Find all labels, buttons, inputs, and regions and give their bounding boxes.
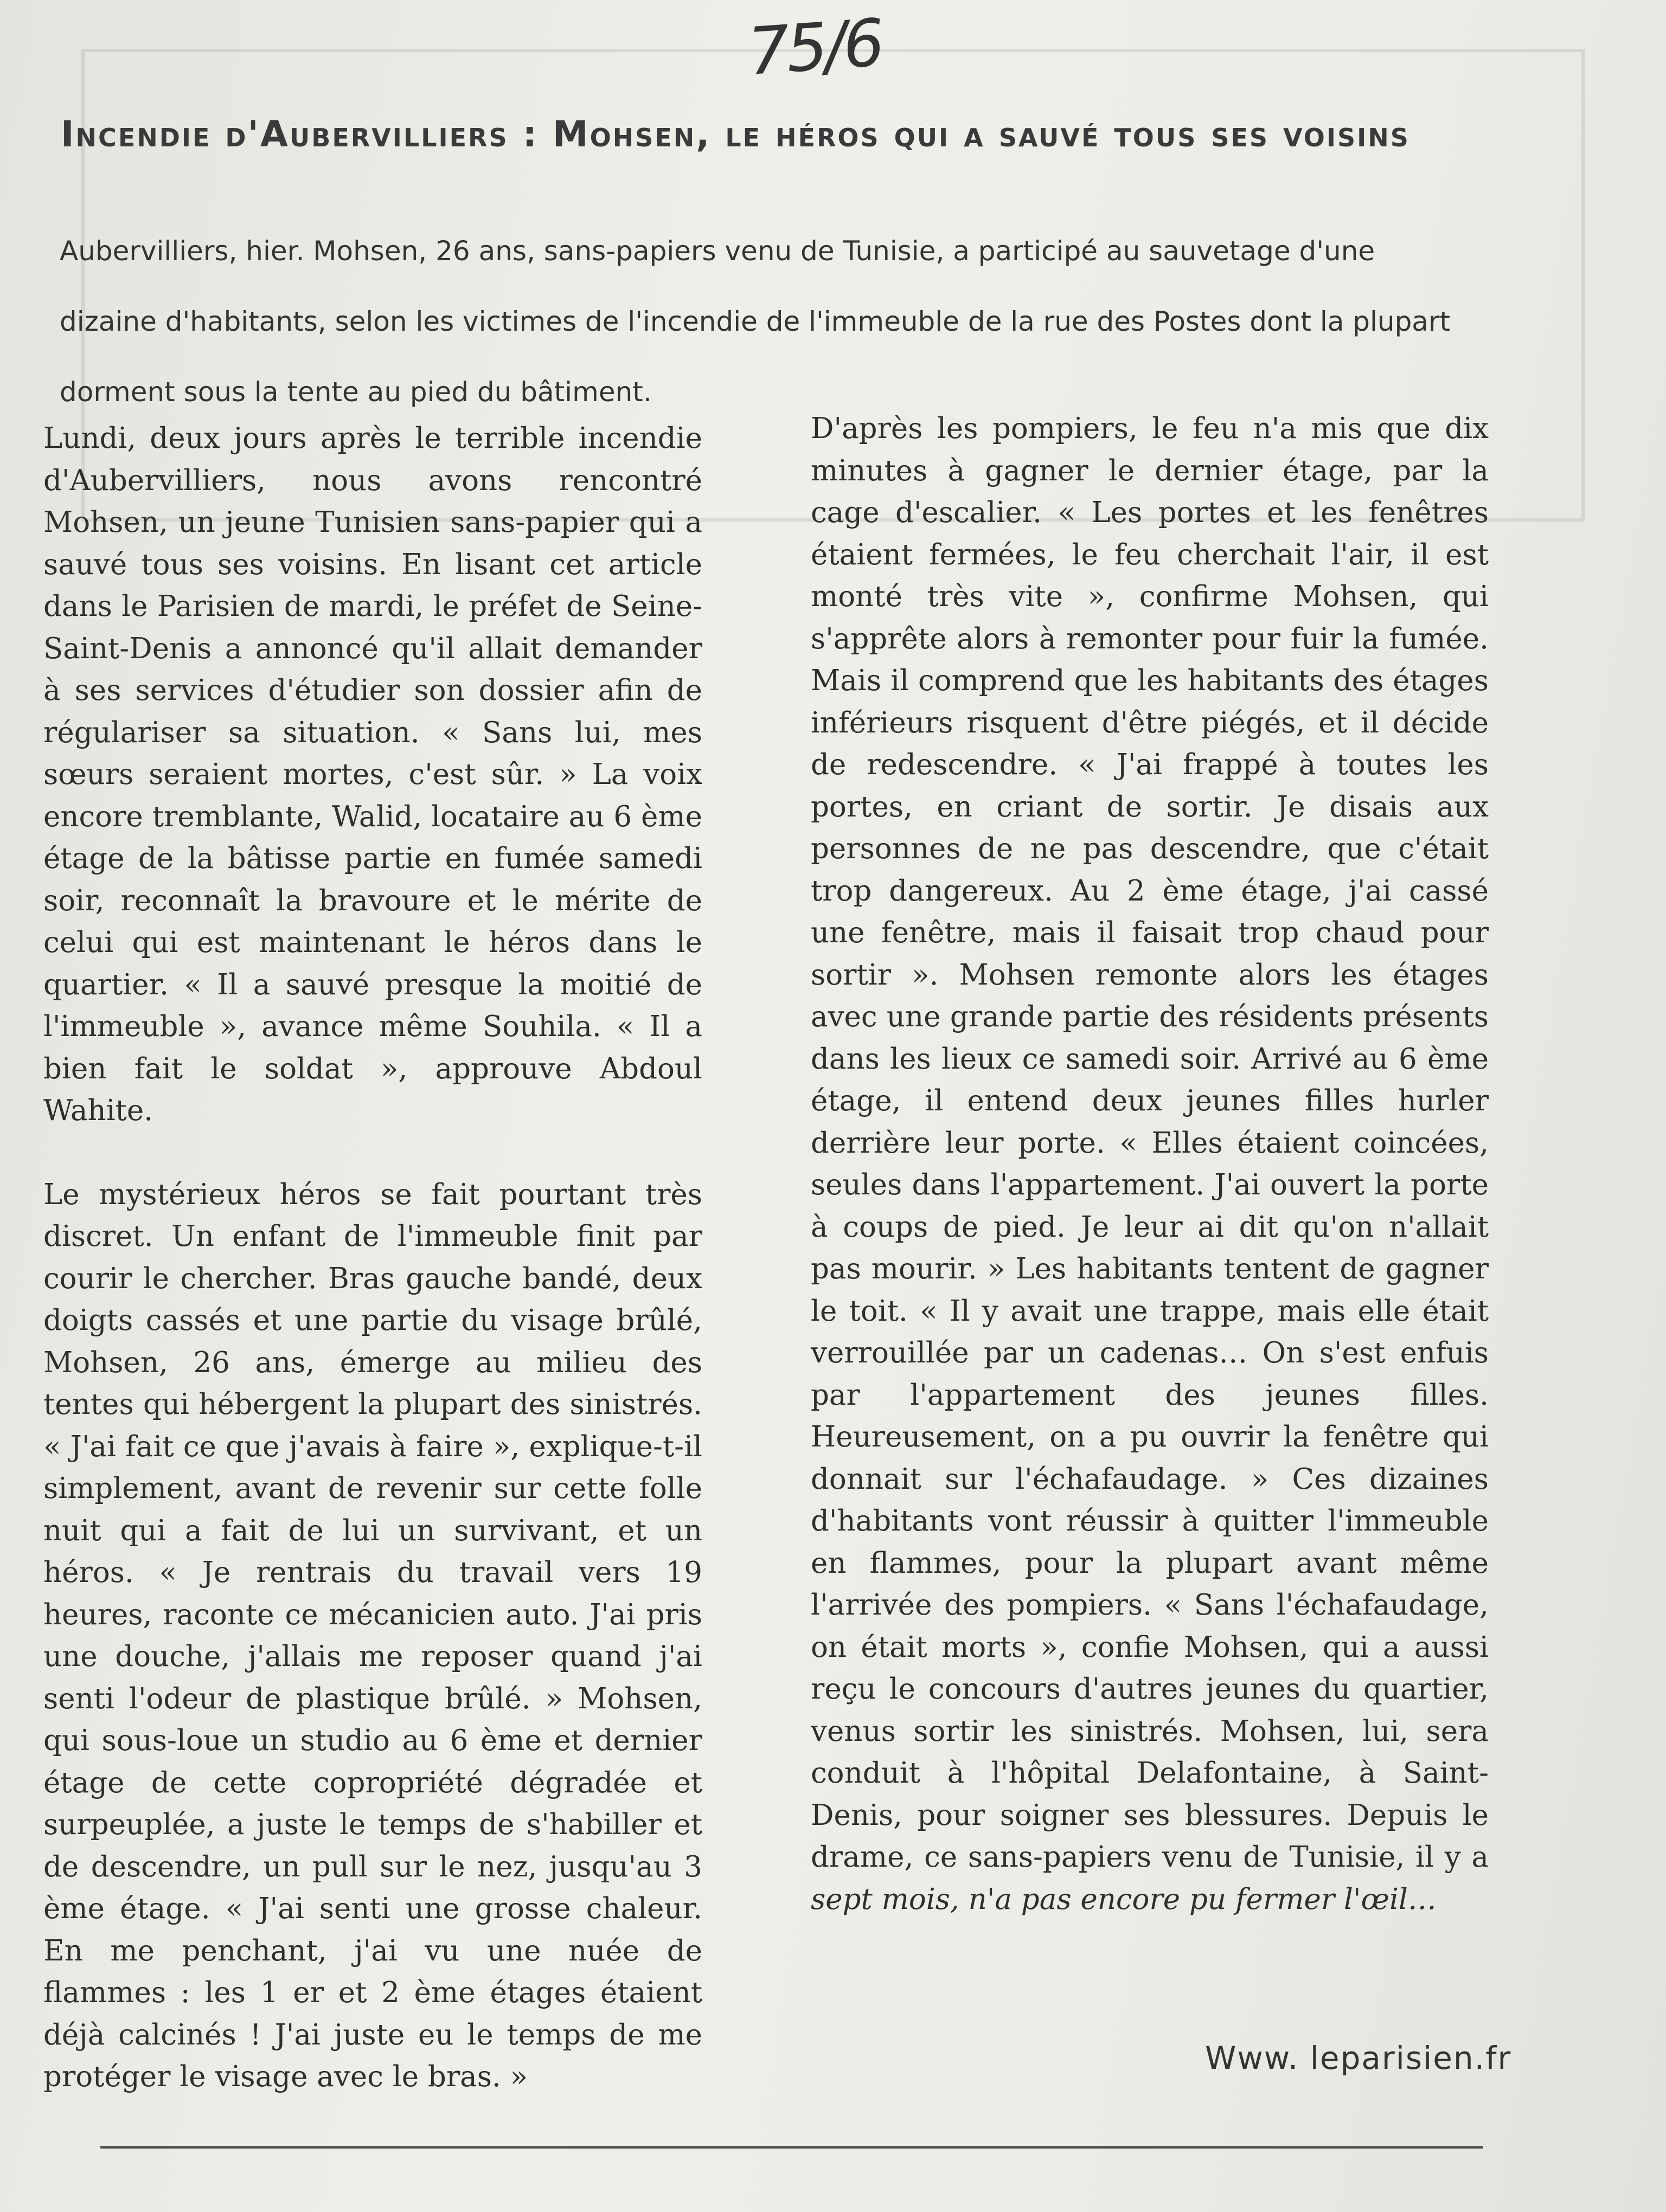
source-credit: Www. leparisien.fr xyxy=(1205,2040,1512,2076)
right-closing-italic: sept mois, n'a pas encore pu fermer l'œil… xyxy=(811,1882,1437,1916)
right-paragraph-1 xyxy=(811,408,1489,1920)
bottom-rule xyxy=(100,2146,1483,2149)
left-paragraph-1: Lundi, deux jours après le terrible incendie d'Aubervilliers, nous avons rencontré Mohsen, un jeune Tunisien sans-papier qui a sauvé tous ses voisins. En lisant cet article dans le Parisien de mardi, le préfet de Seine-Saint-Denis a annoncé qu'il allait demander à ses services d'étudier son dossier afin de régulariser sa situation. « Sans lui, mes sœurs seraient mortes, c'est sûr. » La voix encore tremblante, Walid, locataire au 6 ème étage de la bâtisse partie en fumée samedi soir, reconnaît la bravoure et le mérite de celui qui est maintenant le héros dans le quartier. « Il a sauvé presque la moitié de l'immeuble », avance même Souhila. « Il a bien fait le soldat », approuve Abdoul Wahite. xyxy=(43,422,702,1127)
article-lead: Aubervilliers, hier. Mohsen, 26 ans, sans-papiers venu de Tunisie, a participé au sauvetage d'une dizaine d'habitants, selon les victimes de l'incendie de l'immeuble de la rue des Postes dont la plupart dorment sous la tente au pied du bâtiment. xyxy=(60,235,1451,408)
left-column xyxy=(43,417,702,2098)
handwritten-note: 75/6 xyxy=(746,5,884,90)
left-paragraph-2: Le mystérieux héros se fait pourtant très discret. Un enfant de l'immeuble finit par courir le chercher. Bras gauche bandé, deux doigts cassés et une partie du visage brûlé, Mohsen, 26 ans, émerge au milieu des tentes qui hébergent la plupart des sinistrés. « J'ai fait ce que j'avais à faire », explique-t-il simplement, avant de revenir sur cette folle nuit qui a fait de lui un survivant, et un héros. « Je rentrais du travail vers 19 heures, raconte ce mécanicien auto. J'ai pris une douche, j'allais me reposer quand j'ai senti l'odeur de plastique brûlé. » Mohsen, qui sous-loue un studio au 6 ème et dernier étage de cette copropriété dégradée et surpeuplée, a juste le temps de s'habiller et de descendre, un pull sur le nez, jusqu'au 3 ème étage. « J'ai senti une grosse chaleur. En me penchant, j'ai vu une nuée de flammes : les 1 er et 2 ème étages étaient déjà calcinés ! J'ai juste eu le temps de me protéger le visage avec le bras. » xyxy=(43,1178,702,2093)
right-column xyxy=(811,408,1489,1920)
right-paragraph-text: D'après les pompiers, le feu n'a mis que dix minutes à gagner le dernier étage, par la cage d'escalier. « Les portes et les fenêtres étaient fermées, le feu cherchait l'air, il est monté très vite », confirme Mohsen, qui s'apprête alors à remonter pour fuir la fumée. Mais il comprend que les habitants des étages inférieurs risquent d'être piégés, et il décide de redescendre. « J'ai frappé à toutes les portes, en criant de sortir. Je disais aux personnes de ne pas descendre, que c'était trop dangereux. Au 2 ème étage, j'ai cassé une fenêtre, mais il faisait trop chaud pour sortir ». Mohsen remonte alors les étages avec une grande partie des résidents présents dans les lieux ce samedi soir. Arrivé au 6 ème étage, il entend deux jeunes filles hurler derrière leur porte. « Elles étaient coincées, seules dans l'appartement. J'ai ouvert la porte à coups de pied. Je leur ai dit qu'on n'allait pas mourir. » Les habitants tentent de gagner le toit. « Il y avait une trappe, mais elle était verrouillée par un cadenas… On s'est enfuis par l'appartement des jeunes filles. Heureusement, on a pu ouvrir la fenêtre qui donnait sur l'échafaudage. » Ces dizaines d'habitants vont réussir à quitter l'immeuble en flammes, pour la plupart avant même l'arrivée des pompiers. « Sans l'échafaudage, on était morts », confie Mohsen, qui a aussi reçu le concours d'autres jeunes du quartier, venus sortir les sinistrés. Mohsen, lui, sera conduit à l'hôpital Delafontaine, à Saint-Denis, pour soigner ses blessures. Depuis le drame, ce sans-papiers venu de Tunisie, il y a xyxy=(811,412,1489,1874)
article-headline: Incendie d'Aubervilliers : Mohsen, le héros qui a sauvé tous ses voisins xyxy=(61,113,1410,155)
